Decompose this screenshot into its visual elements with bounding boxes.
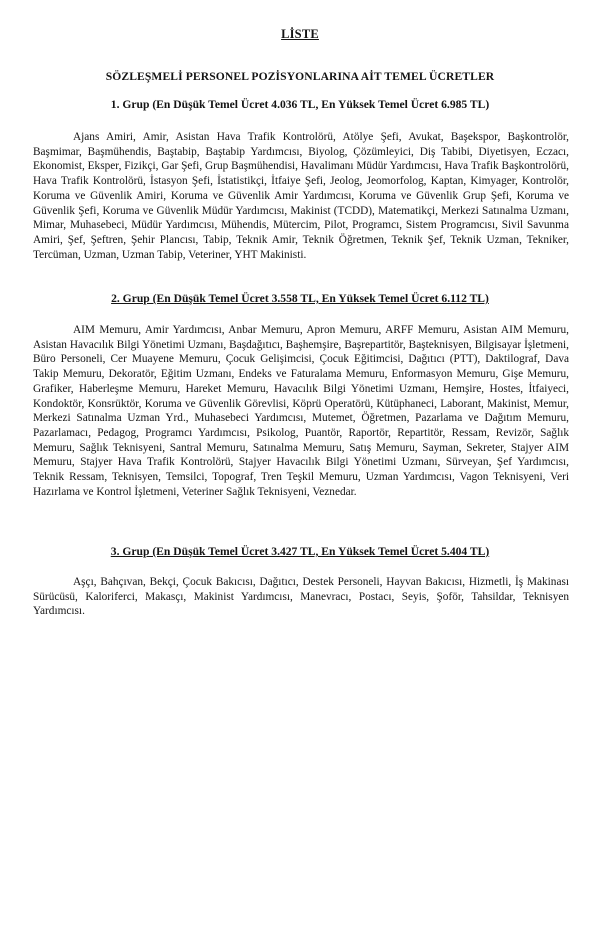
group-2-heading: 2. Grup (En Düşük Temel Ücret 3.558 TL, En Yüksek Temel Ücret 6.112 TL) — [111, 292, 489, 305]
group-3-positions: Aşçı, Bahçıvan, Bekçi, Çocuk Bakıcısı, Dağıtıcı, Destek Personeli, Hayvan Bakıcısı, Hizmetli, İş Makinası Sürücüsü, Kaloriferci, Makasçı, Makinist Yardımcısı, Manevracı, Postacı, Seyis, Şoför, Tahsildar, Teknisyen Yardımcısı. — [33, 576, 569, 618]
document-subtitle: SÖZLEŞMELİ PERSONEL POZİSYONLARINA AİT TEMEL ÜCRETLER — [105, 70, 495, 83]
document-title: LİSTE — [281, 27, 319, 41]
group-2-positions: AIM Memuru, Amir Yardımcısı, Anbar Memuru, Apron Memuru, ARFF Memuru, Asistan AIM Memuru, Asistan Havacılık Bilgi Yönetimi Uzmanı, Başdağıtıcı, Başhemşire, Başrepartitör, Başteknisyen, Bilgisayar İşletmeni, Büro Personeli, Cer Muayene Memuru, Çocuk Gelişimcisi, Çocuk Eğitimcisi, Dağıtıcı (PTT), Daktilograf, Dava Takip Memuru, Dekoratör, Eğitim Uzmanı, Endeks ve Faturalama Memuru, Enformasyon Memuru, Gişe Memuru, Grafiker, Haberleşme Memuru, Hareket Memuru, Havacılık Bilgi Yönetimi Uzmanı, Hemşire, Hostes, İtfaiyeci, Kondoktör, Konsrüktör, Koruma ve Güvenlik Görevlisi, Köprü Operatörü, Kütüphaneci, Laborant, Makinist, Memur, Merkezi Satınalma Uzman Yrd., Muhasebeci Yardımcısı, Mutemet, Öğretmen, Pazarlama ve Dağıtım Memuru, Pazarlamacı, Pedagog, Programcı Yardımcısı, Psikolog, Puantör, Raportör, Repartitör, Ressam, Revizör, Sağlık Memuru, Sağlık Teknisyeni, Santral Memuru, Satınalma Memuru, Satış Memuru, Sayman, Sekreter, Stajyer AIM Memuru, Stajyer Hava Trafik Kontrolörü, Stajyer Havacılık Bilgi Yönetimi Uzmanı, Sürveyan, Şef Yardımcısı, Teknik Ressam, Teknisyen, Temsilci, Topograf, Tren Teşkil Memuru, Uzman Yardımcısı, Vagon Teknisyeni, Veri Hazırlama ve Kontrol İşletmeni, Veteriner Sağlık Teknisyeni, Veznedar. — [33, 324, 569, 498]
group-1-heading: 1. Grup (En Düşük Temel Ücret 4.036 TL, En Yüksek Temel Ücret 6.985 TL) — [110, 98, 490, 111]
group-3-heading: 3. Grup (En Düşük Temel Ücret 3.427 TL, En Yüksek Temel Ücret 5.404 TL) — [110, 545, 490, 558]
group-1-positions: Ajans Amiri, Amir, Asistan Hava Trafik Kontrolörü, Atölye Şefi, Avukat, Başekspor, Başkontrolör, Başmimar, Başmühendis, Baştabip, Baştabip Yardımcısı, Biyolog, Çözümleyici, Diş Tabibi, Diyetisyen, Eczacı, Ekonomist, Eksper, Fizikçi, Gar Şefi, Grup Başmühendisi, Havalimanı Müdür Yardımcısı, Hava Trafik Başkontrolörü, Hava Trafik Kontrolörü, İstasyon Şefi, İstatistikçi, İtfaiye Şefi, Jeolog, Jeomorfolog, Kaptan, Kimyager, Kontrolör, Koruma ve Güvenlik Amiri, Koruma ve Güvenlik Amir Yardımcısı, Koruma ve Güvenlik Grup Şefi, Koruma ve Güvenlik Şefi, Koruma ve Güvenlik Müdür Yardımcısı, Makinist (TCDD), Matematikçi, Merkezi Satınalma Uzmanı, Mimar, Muhasebeci, Müdür Yardımcısı, Mühendis, Mütercim, Pilot, Programcı, Sistem Programcısı, Sivil Savunma Amiri, Şef, Şeftren, Şehir Plancısı, Tabip, Teknik Amir, Teknik Öğretmen, Teknik Şef, Teknik Uzman, Tekniker, Tercüman, Uzman, Uzman Tabip, Veteriner, YHT Makinisti. — [33, 131, 569, 261]
